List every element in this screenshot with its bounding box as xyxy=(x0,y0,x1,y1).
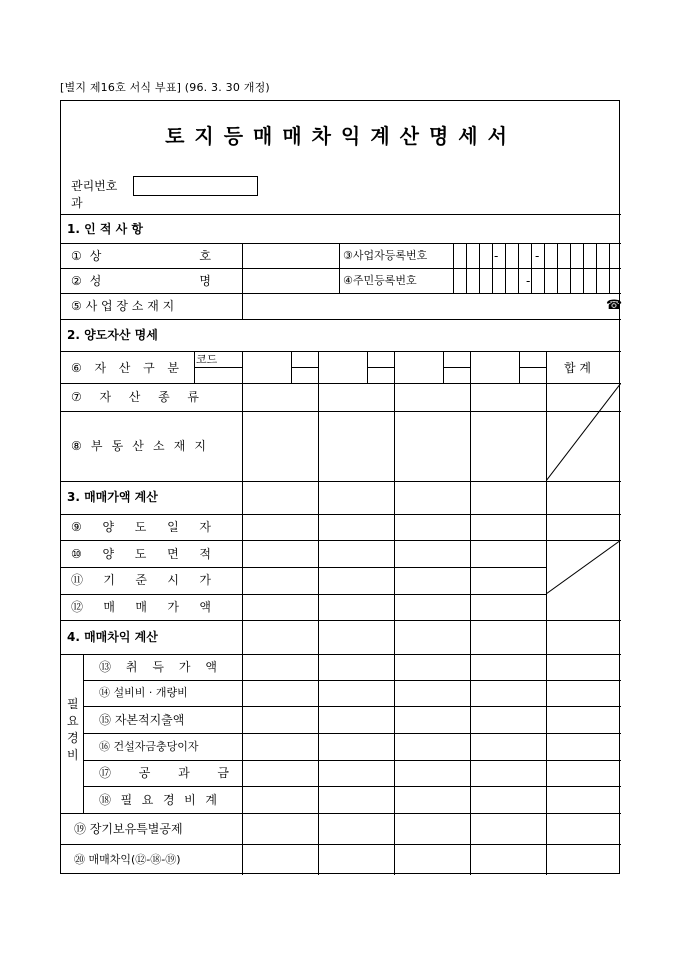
resident-reg-label: ④주민등록번호 xyxy=(343,274,417,287)
acquisition-price-label: ⑬ 취 득 가 액 xyxy=(99,660,217,674)
trading-gain-label: ⑳ 매매차익(⑫-⑱-⑲) xyxy=(74,853,181,866)
capital-expenditure-label: ⑮ 자본적지출액 xyxy=(99,713,185,727)
section1-heading: 1. 인 적 사 항 xyxy=(67,222,143,236)
longterm-deduction-label: ⑲ 장기보유특별공제 xyxy=(74,822,183,836)
sale-price-label: ⑫ 매 매 가 액 xyxy=(71,600,211,614)
improvement-cost-label: ⑭ 설비비 · 개량비 xyxy=(99,686,188,699)
total-label: 합 계 xyxy=(564,361,591,375)
name-label: ② 성 명 xyxy=(71,274,211,288)
management-number-label: 관리번호 xyxy=(71,179,118,193)
resident-reg-dash: - xyxy=(526,274,531,288)
section2-heading: 2. 양도자산 명세 xyxy=(67,328,158,342)
trade-name-label: ① 상 호 xyxy=(71,249,211,263)
property-location-label: ⑧ 부 동 산 소 재 지 xyxy=(71,439,206,453)
necessary-expense-group-label: 필 요 경 비 xyxy=(67,697,79,762)
business-reg-label: ③사업자등록번호 xyxy=(343,249,428,262)
business-location-label: ⑤ 사 업 장 소 재 지 xyxy=(71,299,175,313)
asset-type-label: ⑦ 자 산 종 류 xyxy=(71,390,199,404)
form-title: 토지등매매차익계산명세서 xyxy=(165,124,517,148)
expense-total-label: ⑱ 필 요 경 비 계 xyxy=(99,793,217,807)
form-header: [별지 제16호 서식 부표] (96. 3. 30 개정) xyxy=(60,81,270,94)
management-number-input[interactable] xyxy=(133,176,258,196)
asset-class-label: ⑥ 자 산 구 분 xyxy=(71,361,179,375)
transfer-date-label: ⑨ 양 도 일 자 xyxy=(71,520,211,534)
total-diagonal-2 xyxy=(546,540,621,594)
biz-reg-dash-2: - xyxy=(535,249,540,263)
section4-heading: 4. 매매차익 계산 xyxy=(67,630,158,644)
transfer-area-label: ⑩ 양 도 면 적 xyxy=(71,547,211,561)
section3-heading: 3. 매매가액 계산 xyxy=(67,490,158,504)
tax-office-label: 과 xyxy=(71,196,83,210)
total-diagonal-1 xyxy=(546,383,621,481)
phone-icon: ☎ xyxy=(606,298,623,313)
construction-interest-label: ⑯ 건설자금충당이자 xyxy=(99,740,199,753)
standard-price-label: ⑪ 기 준 시 가 xyxy=(71,573,211,587)
biz-reg-dash-1: - xyxy=(494,249,499,263)
form-table xyxy=(60,100,623,874)
public-charges-label: ⑰ 공 과 금 xyxy=(99,766,229,780)
code-label: 코드 xyxy=(196,353,218,366)
